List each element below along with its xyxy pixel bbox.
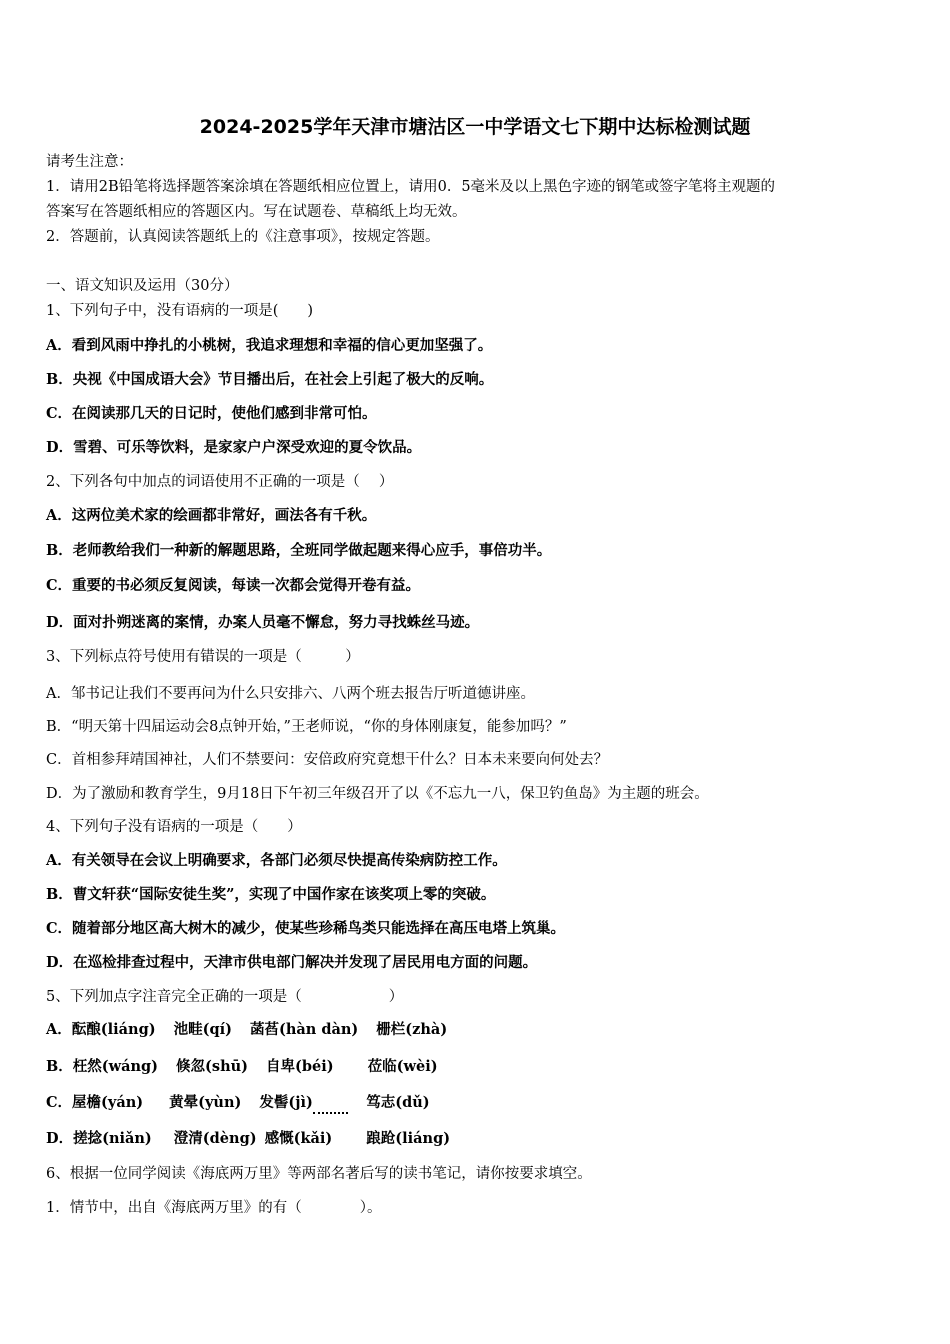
option-label: D． xyxy=(46,1130,74,1147)
question-4-option-a: A．有关领导在会议上明确要求，各部门必须尽快提高传染病防控工作。 xyxy=(46,852,507,869)
notice-heading: 请考生注意： xyxy=(46,154,133,170)
question-5-option-d xyxy=(46,1129,468,1149)
question-4-option-c: C．随着部分地区高大树木的减少，使某些珍稀鸟类只能选择在高压电塔上筑巢。 xyxy=(46,920,566,937)
question-3-option-b: B．“明天第十四届运动会8点钟开始，”王老师说，“你的身体刚康复，能参加吗？” xyxy=(46,719,567,735)
question-3-option-a: A．邹书记让我们不要再问为什么只安排六、八两个班去报告厅听道德讲座。 xyxy=(46,686,535,702)
question-2-option-a: A．这两位美术家的绘画都非常好，画法各有千秋。 xyxy=(46,507,377,524)
word: 屋檐(yán) xyxy=(72,1094,144,1111)
question-3-stem: 3、下列标点符号使用有错误的一项是（ ） xyxy=(46,649,360,665)
word: 莅临(wèi) xyxy=(367,1058,438,1075)
option-label: B． xyxy=(46,1058,73,1075)
question-1-option-a: A．看到风雨中挣扎的小桃树，我追求理想和幸福的信心更加坚强了。 xyxy=(46,337,493,354)
word: 栅栏(zhà) xyxy=(376,1021,448,1038)
word: 枉然(wáng) xyxy=(72,1058,159,1075)
question-6-sub-1: 1．情节中，出自《海底两万里》的有（ ）。 xyxy=(46,1200,382,1216)
word: 池畦(qí) xyxy=(173,1021,232,1038)
question-4-stem: 4、下列句子没有语病的一项是（ ） xyxy=(46,819,302,835)
question-1-option-b: B．央视《中国成语大会》节目播出后，在社会上引起了极大的反响。 xyxy=(46,371,494,388)
notice-item-1-cont: 答案写在答题纸相应的答题区内。写在试题卷、草稿纸上均无效。 xyxy=(46,204,467,220)
notice-item-1: 1．请用2B铅笔将选择题答案涂填在答题纸相应位置上，请用0．5毫米及以上黑色字迹的钢笔或签字笔将主观题的 xyxy=(46,179,776,195)
question-2-option-d: D．面对扑朔迷离的案情，办案人员毫不懈怠，努力寻找蛛丝马迹。 xyxy=(46,614,480,631)
section-heading: 一、语文知识及运用（30分） xyxy=(46,278,239,294)
question-3-option-d: D．为了激励和教育学生，9月18日下午初三年级召开了以《不忘九一八，保卫钓鱼岛》为主题的班会。 xyxy=(46,786,709,802)
word: 感慨(kǎi) xyxy=(264,1130,333,1147)
question-5-stem: 5、下列加点字注音完全正确的一项是（ ） xyxy=(46,989,404,1005)
word: 搓捻(niǎn) xyxy=(73,1130,152,1147)
question-5-option-b xyxy=(46,1057,456,1077)
question-5-option-c xyxy=(46,1093,448,1113)
dotted-blank xyxy=(313,1094,348,1114)
question-5-option-a xyxy=(46,1020,465,1040)
option-label: C． xyxy=(46,1094,73,1111)
question-2-stem: 2、下列各句中加点的词语使用不正确的一项是（ ） xyxy=(46,474,394,490)
question-4-option-b: B．曹文轩获“国际安徒生奖”，实现了中国作家在该奖项上零的突破。 xyxy=(46,886,496,903)
question-2-option-b: B．老师教给我们一种新的解题思路，全班同学做起题来得心应手，事倍功半。 xyxy=(46,542,552,559)
option-label: A． xyxy=(46,1021,72,1038)
question-4-option-d: D．在巡检排查过程中，天津市供电部门解决并发现了居民用电方面的问题。 xyxy=(46,954,538,971)
word: 自卑(béi) xyxy=(266,1058,334,1075)
question-1-option-d: D．雪碧、可乐等饮料，是家家户户深受欢迎的夏令饮品。 xyxy=(46,439,422,456)
word: 黄晕(yùn) xyxy=(169,1094,242,1111)
word: 笃志(dǔ) xyxy=(366,1094,430,1111)
page-title: 2024-2025学年天津市塘沽区一中学语文七下期中达标检测试题 xyxy=(199,116,751,138)
word: 踉跄(liáng) xyxy=(366,1130,451,1147)
question-3-option-c: C．首相参拜靖国神社，人们不禁要问：安倍政府究竟想干什么？日本未来要向何处去？ xyxy=(46,752,609,768)
question-1-option-c: C．在阅读那几天的日记时，使他们感到非常可怕。 xyxy=(46,405,377,422)
question-1-stem: 1、下列句子中，没有语病的一项是( ) xyxy=(46,303,314,319)
word: 发髻(jì) xyxy=(259,1094,313,1111)
question-2-option-c: C．重要的书必须反复阅读，每读一次都会觉得开卷有益。 xyxy=(46,577,421,594)
question-6-stem: 6、根据一位同学阅读《海底两万里》等两部名著后写的读书笔记，请你按要求填空。 xyxy=(46,1166,592,1182)
word: 菡萏(hàn dàn) xyxy=(249,1021,359,1038)
notice-item-2: 2．答题前，认真阅读答题纸上的《注意事项》，按规定答题。 xyxy=(46,229,440,245)
word: 澄清(dèng) xyxy=(173,1130,257,1147)
word: 倏忽(shū) xyxy=(176,1058,249,1075)
word: 酝酿(liáng) xyxy=(71,1021,156,1038)
